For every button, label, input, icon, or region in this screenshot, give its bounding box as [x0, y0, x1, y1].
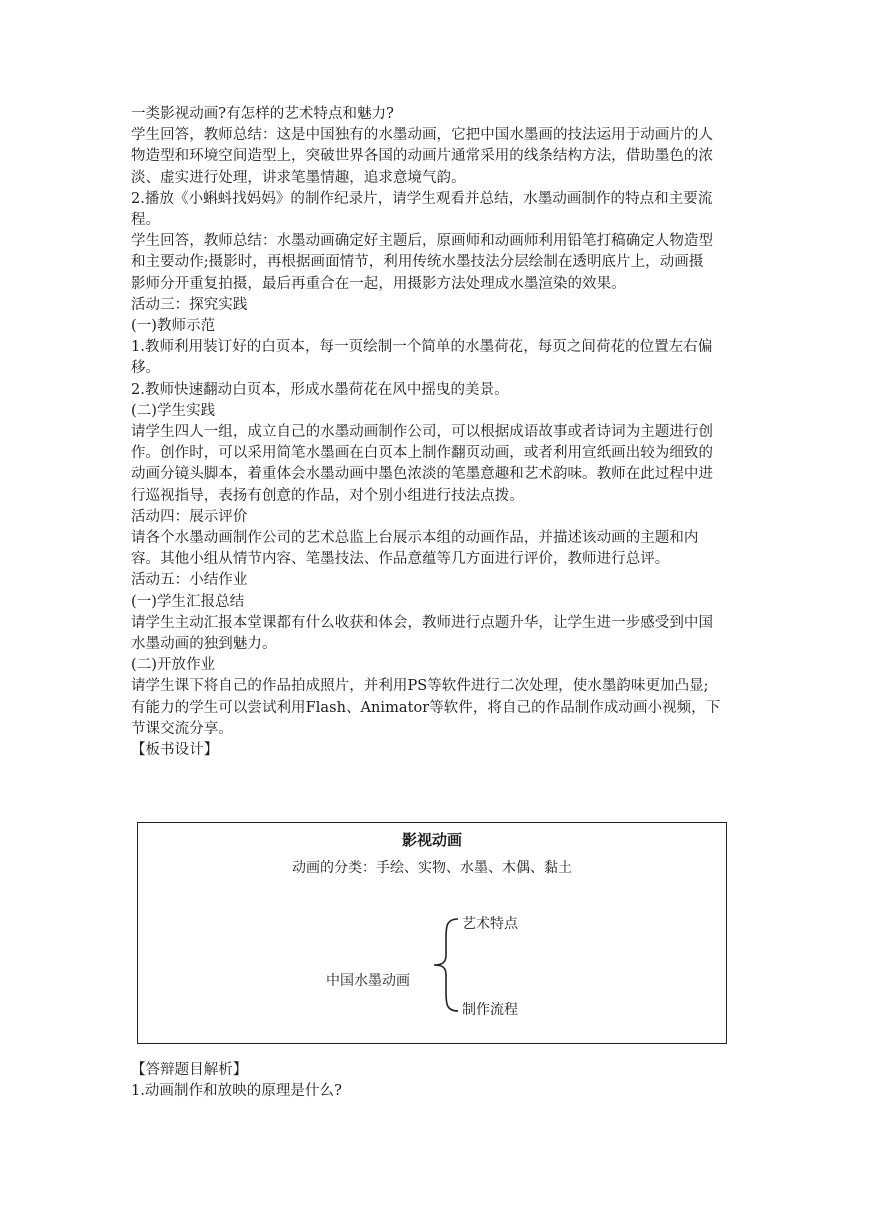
text-line: 节课交流分享。	[131, 720, 233, 737]
text-line: 移。	[131, 360, 161, 377]
text-line: 2.播放《小蝌蚪找妈妈》的制作纪录片，请学生观看并总结，水墨动画制作的特点和主要流	[131, 190, 713, 207]
section-heading: 活动四：展示评价	[131, 508, 248, 525]
text-line: 学生回答，教师总结：水墨动画确定好主题后，原画师和动画师利用铅笔打稿确定人物造型	[131, 233, 713, 250]
text-line: 淡、虚实进行处理，讲求笔墨情趣，追求意境气韵。	[131, 169, 466, 186]
board-design-heading: 【板书设计】	[131, 742, 219, 759]
text-line: 容。其他小组从情节内容、笔墨技法、作品意蕴等几方面进行评价，教师进行总评。	[131, 551, 670, 568]
text-line: 2.教师快速翻动白页本，形成水墨荷花在风中摇曳的美景。	[131, 381, 509, 398]
text-line: 行巡视指导，表扬有创意的作品，对个别小组进行技法点拨。	[131, 487, 524, 504]
text-line: 请各个水墨动画制作公司的艺术总监上台展示本组的动画作品，并描述该动画的主题和内	[131, 530, 699, 547]
subsection-heading: (二)学生实践	[131, 402, 216, 419]
section-heading: 活动三：探究实践	[131, 296, 248, 313]
board-title: 影视动画	[401, 831, 462, 849]
text-line: 程。	[131, 212, 161, 229]
blackboard-design-box	[137, 822, 727, 1044]
text-line: 1.教师利用装订好的白页本，每一页绘制一个简单的水墨荷花，每页之间荷花的位置左右偏	[131, 339, 713, 356]
text-line: 有能力的学生可以尝试利用Flash、Animator等软件，将自己的作品制作成动画小视频，下	[131, 699, 721, 716]
section-heading: 活动五：小结作业	[131, 572, 248, 589]
text-line: 一类影视动画?有怎样的艺术特点和魅力?	[131, 106, 394, 122]
defense-section	[131, 1060, 741, 1102]
document-body	[131, 104, 741, 761]
curly-brace-icon	[432, 917, 460, 1013]
subsection-heading: (二)开放作业	[131, 657, 216, 674]
subsection-heading: (一)学生汇报总结	[131, 593, 245, 610]
text-line: 请学生主动汇报本堂课都有什么收获和体会，教师进行点题升华，让学生进一步感受到中国	[131, 614, 713, 631]
text-line: 动画分镜头脚本，着重体会水墨动画中墨色浓淡的笔墨意趣和艺术韵味。教师在此过程中进	[131, 466, 713, 483]
text-line: 影师分开重复拍摄，最后再重合在一起，用摄影方法处理成水墨渲染的效果。	[131, 275, 626, 292]
text-line: 学生回答，教师总结：这是中国独有的水墨动画，它把中国水墨画的技法运用于动画片的人	[131, 127, 713, 144]
text-line: 请学生四人一组，成立自己的水墨动画制作公司，可以根据成语故事或者诗词为主题进行创	[131, 424, 713, 441]
subsection-heading: (一)教师示范	[131, 318, 216, 335]
board-main-topic: 中国水墨动画	[326, 973, 410, 989]
text-line: 请学生课下将自己的作品拍成照片，并利用PS等软件进行二次处理，使水墨韵味更加凸显;	[131, 678, 709, 695]
board-types: 动画的分类：手绘、实物、水墨、木偶、黏土	[292, 860, 572, 876]
defense-question: 1.动画制作和放映的原理是什么?	[131, 1083, 342, 1100]
text-line: 作。创作时，可以采用简笔水墨画在白页本上制作翻页动画，或者利用宣纸画出较为细致的	[131, 445, 713, 462]
text-line: 和主要动作;摄影时，再根据画面情节，利用传统水墨技法分层绘制在透明底片上，动画摄	[131, 254, 704, 271]
text-line: 水墨动画的独到魅力。	[131, 636, 277, 653]
text-line: 物造型和环境空间造型上，突破世界各国的动画片通常采用的线条结构方法，借助墨色的浓	[131, 148, 713, 165]
defense-heading: 【答辩题目解析】	[131, 1062, 248, 1078]
board-branch-art-features: 艺术特点	[462, 916, 518, 932]
board-branch-production-process: 制作流程	[462, 1002, 518, 1018]
